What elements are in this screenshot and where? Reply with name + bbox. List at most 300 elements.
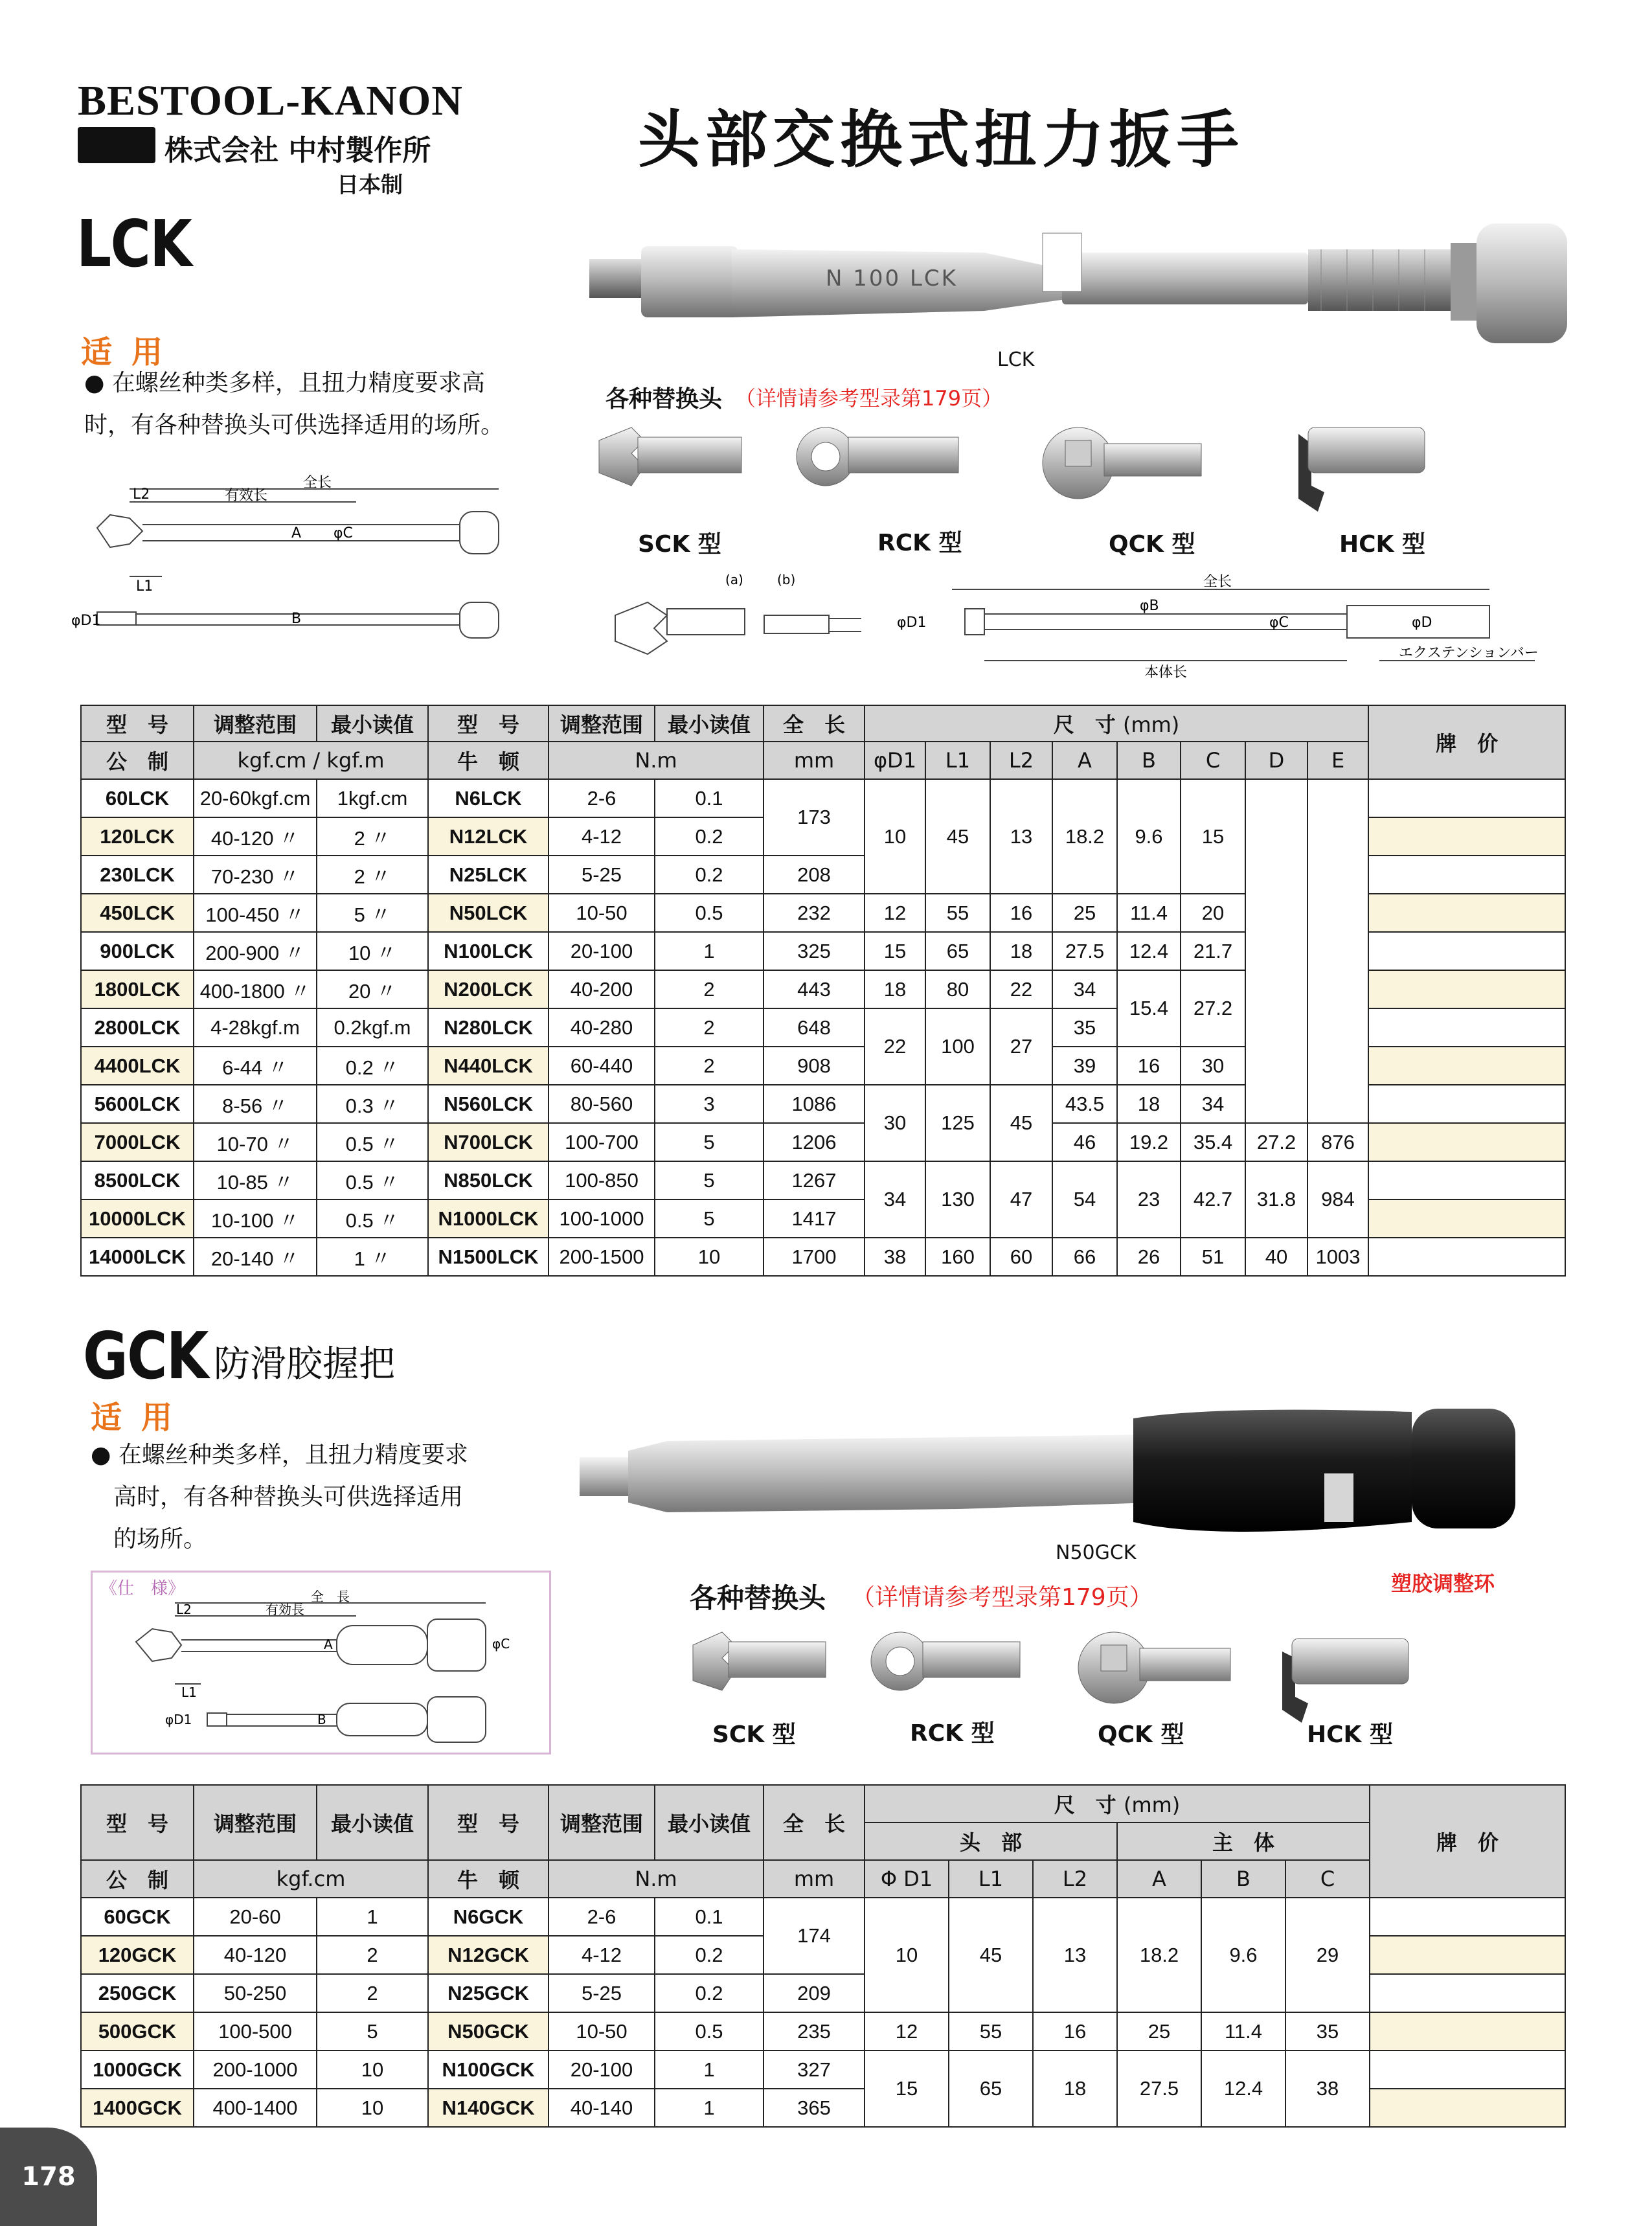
table-cell: 908 bbox=[764, 1047, 865, 1085]
table-cell: 0.2 bbox=[655, 1974, 764, 2012]
table-cell: 40-120 bbox=[194, 1936, 317, 1974]
table-cell: N6GCK bbox=[428, 1898, 549, 1936]
table-cell: 325 bbox=[764, 932, 865, 970]
lck-head-label-rck: RCK 型 bbox=[877, 530, 962, 556]
gck-qck-head-image bbox=[1078, 1632, 1230, 1703]
table-cell: 45 bbox=[949, 1898, 1033, 2012]
lck-head-label-hck: HCK 型 bbox=[1339, 531, 1425, 558]
gck-spec-table bbox=[80, 1784, 1566, 2128]
table-cell: 26 bbox=[1117, 1238, 1181, 1276]
lck-th-b: B bbox=[1117, 742, 1181, 779]
gck-apply-text-3: 的场所。 bbox=[113, 1526, 207, 1552]
table-cell: 29 bbox=[1285, 1898, 1370, 2012]
table-cell: 400-1800 〃 bbox=[194, 970, 317, 1008]
table-cell: 45 bbox=[925, 779, 990, 894]
table-cell: 1400GCK bbox=[81, 2089, 194, 2127]
table-cell: 1 〃 bbox=[317, 1238, 428, 1276]
table-cell: 200-1000 bbox=[194, 2050, 317, 2089]
gck-dimension-drawing bbox=[123, 1580, 537, 1749]
lck-th-dimensions: 尺 寸 bbox=[1053, 712, 1116, 737]
table-cell: 34 bbox=[1181, 1085, 1245, 1123]
lck-dim-phic: φC bbox=[334, 525, 353, 541]
price-cell bbox=[1368, 1238, 1565, 1276]
table-cell: N200LCK bbox=[428, 970, 549, 1008]
table-cell: 9.6 bbox=[1201, 1898, 1285, 2012]
price-cell bbox=[1370, 2050, 1565, 2089]
gck-th-body-part: 主 体 bbox=[1117, 1823, 1370, 1860]
table-cell: 0.2 bbox=[655, 1936, 764, 1974]
table-cell: 10-100 〃 bbox=[194, 1199, 317, 1238]
table-cell: 100-500 bbox=[194, 2012, 317, 2050]
table-cell: 51 bbox=[1181, 1238, 1245, 1276]
lck-th-model-n: 型 号 bbox=[428, 705, 549, 742]
table-cell: 0.5 〃 bbox=[317, 1199, 428, 1238]
table-cell: 18 bbox=[865, 970, 925, 1008]
gck-dim-l2: L2 bbox=[176, 1602, 192, 1617]
table-cell: 1700 bbox=[764, 1238, 865, 1276]
table-cell: 10-50 bbox=[549, 2012, 655, 2050]
price-cell bbox=[1370, 2012, 1565, 2050]
gck-th-mm-unit: mm bbox=[764, 1860, 865, 1898]
gck-dim-phic: φC bbox=[492, 1636, 510, 1652]
table-cell: 7000LCK bbox=[81, 1123, 194, 1161]
gck-wrench-photo bbox=[570, 1399, 1554, 1561]
gck-th-unit: (mm) bbox=[1123, 1793, 1181, 1817]
table-cell: 900LCK bbox=[81, 932, 194, 970]
table-cell: 20-100 bbox=[549, 2050, 655, 2089]
table-cell: 173 bbox=[764, 779, 865, 856]
table-cell: 55 bbox=[925, 894, 990, 932]
gck-th-range-n: 调整范围 bbox=[549, 1785, 655, 1860]
table-cell: 10000LCK bbox=[81, 1199, 194, 1238]
table-cell: 1417 bbox=[764, 1199, 865, 1238]
table-cell: 0.5 〃 bbox=[317, 1123, 428, 1161]
table-cell: N1000LCK bbox=[428, 1199, 549, 1238]
table-cell: 39 bbox=[1052, 1047, 1117, 1085]
table-cell: 10 bbox=[655, 1238, 764, 1276]
table-cell: N25LCK bbox=[428, 856, 549, 894]
lck-head-dim-body-length: 本体长 bbox=[1144, 664, 1188, 681]
table-cell: 5-25 bbox=[549, 1974, 655, 2012]
table-cell: 4-12 bbox=[549, 817, 655, 856]
lck-series-title: LCK bbox=[76, 206, 192, 282]
gck-th-l2: L2 bbox=[1033, 1860, 1117, 1898]
table-cell: 27.5 bbox=[1117, 2050, 1201, 2127]
price-cell bbox=[1370, 1898, 1565, 1936]
lck-th-mm-unit: mm bbox=[764, 742, 865, 779]
gck-dim-l1: L1 bbox=[181, 1685, 197, 1700]
maker-name: 株式会社 中村製作所 bbox=[164, 134, 431, 167]
lck-apply-title: 适用 bbox=[81, 334, 183, 370]
gck-th-model: 型 号 bbox=[81, 1785, 194, 1860]
table-cell: 60LCK bbox=[81, 779, 194, 817]
gck-th-min: 最小读值 bbox=[317, 1785, 428, 1860]
gck-head-label-sck: SCK 型 bbox=[712, 1721, 796, 1748]
table-cell: N25GCK bbox=[428, 1974, 549, 2012]
lck-th-kgf-unit: kgf.cm / kgf.m bbox=[194, 742, 428, 779]
table-cell: 100-1000 bbox=[549, 1199, 655, 1238]
price-cell bbox=[1368, 1008, 1565, 1047]
lck-th-nm-unit: N.m bbox=[549, 742, 764, 779]
table-cell: 25 bbox=[1052, 894, 1117, 932]
table-cell: 34 bbox=[1052, 970, 1117, 1008]
table-cell: 20-60 bbox=[194, 1898, 317, 1936]
table-cell: 10 〃 bbox=[317, 932, 428, 970]
lck-th-range-n: 调整范围 bbox=[549, 705, 655, 742]
table-cell: 0.2 bbox=[655, 856, 764, 894]
table-cell: 0.2 〃 bbox=[317, 1047, 428, 1085]
lck-th-min: 最小读值 bbox=[317, 705, 428, 742]
gck-dim-effective-length: 有効長 bbox=[266, 1602, 304, 1617]
gck-th-head-part: 头 部 bbox=[865, 1823, 1117, 1860]
table-cell: 200-900 〃 bbox=[194, 932, 317, 970]
table-cell: 5 bbox=[655, 1161, 764, 1199]
lck-th-model: 型 号 bbox=[81, 705, 194, 742]
lck-product-caption: LCK bbox=[997, 348, 1035, 371]
table-cell: 9.6 bbox=[1117, 779, 1181, 894]
table-row bbox=[81, 1898, 1565, 1936]
table-cell: 54 bbox=[1052, 1161, 1117, 1238]
table-cell: 2 bbox=[655, 1008, 764, 1047]
table-cell: 30 bbox=[1181, 1047, 1245, 1085]
table-cell: 14000LCK bbox=[81, 1238, 194, 1276]
table-cell: 12.4 bbox=[1117, 932, 1181, 970]
table-cell: 15.4 bbox=[1117, 970, 1181, 1047]
table-cell: 2-6 bbox=[549, 1898, 655, 1936]
gck-th-phid1: Φ D1 bbox=[865, 1860, 949, 1898]
table-cell: N6LCK bbox=[428, 779, 549, 817]
lck-th-l2: L2 bbox=[990, 742, 1052, 779]
table-cell: 27.2 bbox=[1181, 970, 1245, 1047]
table-cell: 2 bbox=[317, 1936, 428, 1974]
gck-th-price: 牌 价 bbox=[1370, 1785, 1565, 1898]
gck-head-label-rck: RCK 型 bbox=[910, 1720, 995, 1747]
table-cell: N1500LCK bbox=[428, 1238, 549, 1276]
gck-series-title: GCK bbox=[83, 1318, 208, 1394]
price-cell bbox=[1370, 2089, 1565, 2127]
price-cell bbox=[1368, 1047, 1565, 1085]
table-row bbox=[81, 779, 1565, 817]
table-cell: 45 bbox=[990, 1085, 1052, 1161]
lck-head-drawing bbox=[602, 570, 1561, 687]
table-cell: 5 bbox=[655, 1199, 764, 1238]
lck-th-min-n: 最小读值 bbox=[655, 705, 764, 742]
rck-head-image bbox=[797, 427, 958, 486]
table-cell: N12LCK bbox=[428, 817, 549, 856]
table-cell: 18.2 bbox=[1052, 779, 1117, 894]
table-cell: 22 bbox=[865, 1008, 925, 1085]
table-cell: 400-1400 bbox=[194, 2089, 317, 2127]
price-cell bbox=[1368, 1085, 1565, 1123]
table-cell: 47 bbox=[990, 1161, 1052, 1238]
gck-dim-phid1: φD1 bbox=[165, 1712, 192, 1727]
table-cell: 0.5 bbox=[655, 2012, 764, 2050]
table-cell: 60GCK bbox=[81, 1898, 194, 1936]
table-cell: 20-140 〃 bbox=[194, 1238, 317, 1276]
table-cell: 5 bbox=[655, 1123, 764, 1161]
table-cell: 0.5 〃 bbox=[317, 1161, 428, 1199]
table-cell: 40-200 bbox=[549, 970, 655, 1008]
table-cell: 208 bbox=[764, 856, 865, 894]
table-cell: 80-560 bbox=[549, 1085, 655, 1123]
table-cell: N850LCK bbox=[428, 1161, 549, 1199]
table-cell: 120GCK bbox=[81, 1936, 194, 1974]
lck-head-dim-b: (b) bbox=[777, 572, 796, 587]
table-cell: 18 bbox=[1117, 1085, 1181, 1123]
table-cell: 2 bbox=[655, 1047, 764, 1085]
table-cell: 12.4 bbox=[1201, 2050, 1285, 2127]
lck-head-dim-a: (a) bbox=[725, 572, 743, 587]
lck-heads-note: （详情请参考型录第179页） bbox=[735, 386, 1003, 411]
table-cell: 100 bbox=[925, 1008, 990, 1085]
gck-th-b: B bbox=[1201, 1860, 1285, 1898]
table-cell: 230LCK bbox=[81, 856, 194, 894]
table-cell: 327 bbox=[764, 2050, 865, 2089]
table-cell: 100-700 bbox=[549, 1123, 655, 1161]
table-cell: 35 bbox=[1052, 1008, 1117, 1047]
table-cell: 18.2 bbox=[1117, 1898, 1201, 2012]
lck-wrench-photo bbox=[583, 214, 1593, 356]
table-cell: 6-44 〃 bbox=[194, 1047, 317, 1085]
table-cell: 232 bbox=[764, 894, 865, 932]
table-cell: 1003 bbox=[1307, 1238, 1368, 1276]
lck-tool-marking: N 100 LCK bbox=[826, 266, 958, 291]
table-cell: 174 bbox=[764, 1898, 865, 1974]
table-cell: 4-12 bbox=[549, 1936, 655, 1974]
table-cell: 0.2 bbox=[655, 817, 764, 856]
table-cell: 0.2kgf.m bbox=[317, 1008, 428, 1047]
gck-apply-text-2: 高时，有各种替换头可供选择适用 bbox=[113, 1484, 464, 1510]
gck-sck-head-image bbox=[693, 1632, 826, 1690]
lck-th-metric: 公 制 bbox=[81, 742, 194, 779]
table-cell bbox=[865, 1785, 1370, 1823]
table-cell: 10 bbox=[865, 779, 925, 894]
table-cell: 18 bbox=[1033, 2050, 1117, 2127]
price-cell bbox=[1368, 894, 1565, 932]
table-row bbox=[81, 2012, 1565, 2050]
table-cell: 66 bbox=[1052, 1238, 1117, 1276]
gck-th-nm-unit: N.m bbox=[549, 1860, 764, 1898]
table-cell: 1 bbox=[655, 932, 764, 970]
table-cell: 43.5 bbox=[1052, 1085, 1117, 1123]
table-cell: 984 bbox=[1307, 1161, 1368, 1238]
gck-th-c: C bbox=[1285, 1860, 1370, 1898]
table-cell: 10-70 〃 bbox=[194, 1123, 317, 1161]
table-cell: 1kgf.cm bbox=[317, 779, 428, 817]
price-cell bbox=[1368, 817, 1565, 856]
table-cell: 22 bbox=[990, 970, 1052, 1008]
gck-th-model-n: 型 号 bbox=[428, 1785, 549, 1860]
gck-th-a: A bbox=[1117, 1860, 1201, 1898]
price-cell bbox=[1368, 1199, 1565, 1238]
gck-hck-head-image bbox=[1282, 1639, 1409, 1723]
table-cell: 5600LCK bbox=[81, 1085, 194, 1123]
gck-heads-title: 各种替换头 bbox=[690, 1582, 826, 1614]
lck-th-d: D bbox=[1245, 742, 1307, 779]
price-cell bbox=[1368, 856, 1565, 894]
lck-dim-effective-length: 有效长 bbox=[224, 488, 268, 504]
table-cell: 5 〃 bbox=[317, 894, 428, 932]
table-cell: 125 bbox=[925, 1085, 990, 1161]
origin-label: 日本制 bbox=[337, 172, 403, 198]
table-cell: N280LCK bbox=[428, 1008, 549, 1047]
table-cell: N12GCK bbox=[428, 1936, 549, 1974]
table-cell: N700LCK bbox=[428, 1123, 549, 1161]
table-cell: 31.8 bbox=[1245, 1161, 1307, 1238]
price-cell bbox=[1368, 932, 1565, 970]
table-cell: 12 bbox=[865, 894, 925, 932]
table-cell: 0.5 bbox=[655, 894, 764, 932]
table-cell: N50LCK bbox=[428, 894, 549, 932]
lck-th-c: C bbox=[1181, 742, 1245, 779]
table-cell: 4-28kgf.m bbox=[194, 1008, 317, 1047]
table-cell: 38 bbox=[1285, 2050, 1370, 2127]
table-cell: 1000GCK bbox=[81, 2050, 194, 2089]
table-cell: 10-50 bbox=[549, 894, 655, 932]
table-cell: 120LCK bbox=[81, 817, 194, 856]
table-cell: 1086 bbox=[764, 1085, 865, 1123]
table-cell: 46 bbox=[1052, 1123, 1117, 1161]
table-cell: 60-440 bbox=[549, 1047, 655, 1085]
table-cell: 648 bbox=[764, 1008, 865, 1047]
table-cell: 40 bbox=[1245, 1238, 1307, 1276]
table-cell: 160 bbox=[925, 1238, 990, 1276]
brand-logo: BESTOOL-KANON bbox=[78, 77, 463, 124]
table-row bbox=[81, 1238, 1565, 1276]
lck-apply-text-1: ● 在螺丝种类多样，且扭力精度要求高 bbox=[84, 370, 485, 396]
lck-dimension-drawing bbox=[71, 466, 512, 661]
lck-apply-text-2: 时，有各种替换头可供选择适用的场所。 bbox=[84, 412, 504, 438]
table-cell: 15 bbox=[865, 2050, 949, 2127]
table-cell: 18 bbox=[990, 932, 1052, 970]
table-cell: 3 bbox=[655, 1085, 764, 1123]
gck-apply-title: 适用 bbox=[91, 1400, 192, 1436]
table-cell: 35 bbox=[1285, 2012, 1370, 2050]
lck-head-dim-phid1: φD1 bbox=[897, 615, 927, 631]
table-cell: 235 bbox=[764, 2012, 865, 2050]
lck-dim-total-length: 全长 bbox=[302, 475, 332, 491]
lck-th-unit: (mm) bbox=[1122, 712, 1180, 737]
gck-head-images bbox=[686, 1619, 1477, 1729]
table-cell: 10 bbox=[317, 2089, 428, 2127]
table-cell: 65 bbox=[949, 2050, 1033, 2127]
gck-dim-total-length: 全 長 bbox=[311, 1589, 350, 1604]
lck-head-label-qck: QCK 型 bbox=[1109, 531, 1195, 558]
price-cell bbox=[1368, 779, 1565, 817]
lck-head-label-sck: SCK 型 bbox=[638, 531, 721, 558]
table-cell: 5-25 bbox=[549, 856, 655, 894]
table-cell: 250GCK bbox=[81, 1974, 194, 2012]
table-cell: 19.2 bbox=[1117, 1123, 1181, 1161]
hck-head-image bbox=[1298, 427, 1425, 512]
table-cell: 16 bbox=[1117, 1047, 1181, 1085]
price-cell bbox=[1368, 1123, 1565, 1161]
lck-th-length: 全 长 bbox=[764, 705, 865, 742]
gck-dim-b: B bbox=[317, 1712, 326, 1727]
table-cell: 130 bbox=[925, 1161, 990, 1238]
gck-spec-label: 《仕 様》 bbox=[100, 1579, 185, 1598]
gck-apply-text-1: ● 在螺丝种类多样，且扭力精度要求 bbox=[91, 1442, 468, 1468]
table-cell: 2 〃 bbox=[317, 817, 428, 856]
table-cell: 443 bbox=[764, 970, 865, 1008]
table-cell: 30 bbox=[865, 1085, 925, 1161]
price-cell bbox=[1368, 1161, 1565, 1199]
table-cell: 40-280 bbox=[549, 1008, 655, 1047]
gck-th-range: 调整范围 bbox=[194, 1785, 317, 1860]
table-cell: 209 bbox=[764, 1974, 865, 2012]
price-cell bbox=[1368, 970, 1565, 1008]
table-cell: 2-6 bbox=[549, 779, 655, 817]
table-cell: N50GCK bbox=[428, 2012, 549, 2050]
gck-rck-head-image bbox=[871, 1632, 1020, 1690]
table-cell: 16 bbox=[990, 894, 1052, 932]
lck-head-dim-extension-bar: エクステンションバー bbox=[1399, 645, 1539, 661]
table-cell: 100-450 〃 bbox=[194, 894, 317, 932]
lck-head-dim-phib: φB bbox=[1140, 598, 1159, 614]
table-cell: N100LCK bbox=[428, 932, 549, 970]
table-cell: 15 bbox=[1181, 779, 1245, 894]
table-cell: 20-60kgf.cm bbox=[194, 779, 317, 817]
lck-th-e: E bbox=[1307, 742, 1368, 779]
table-cell: 50-250 bbox=[194, 1974, 317, 2012]
page-title: 头部交换式扭力扳手 bbox=[638, 104, 1244, 176]
table-cell: 34 bbox=[865, 1161, 925, 1238]
table-cell: 0.1 bbox=[655, 1898, 764, 1936]
table-cell: 10-85 〃 bbox=[194, 1161, 317, 1199]
table-cell: 16 bbox=[1033, 2012, 1117, 2050]
table-cell: 5 bbox=[317, 2012, 428, 2050]
table-cell: 11.4 bbox=[1117, 894, 1181, 932]
table-cell: 23 bbox=[1117, 1161, 1181, 1238]
table-cell: 1800LCK bbox=[81, 970, 194, 1008]
table-cell: 8-56 〃 bbox=[194, 1085, 317, 1123]
table-cell: 60 bbox=[990, 1238, 1052, 1276]
table-cell: 38 bbox=[865, 1238, 925, 1276]
table-row bbox=[81, 2050, 1565, 2089]
gck-th-length: 全 长 bbox=[764, 1785, 865, 1860]
gck-head-label-hck: HCK 型 bbox=[1307, 1721, 1393, 1748]
gck-product-caption: N50GCK bbox=[1056, 1541, 1137, 1564]
table-cell: 1 bbox=[655, 2089, 764, 2127]
table-cell: 40-140 bbox=[549, 2089, 655, 2127]
table-cell: 10 bbox=[317, 2050, 428, 2089]
lck-head-images bbox=[593, 415, 1447, 525]
gck-ring-label: 塑胶调整环 bbox=[1391, 1571, 1495, 1596]
table-cell: 13 bbox=[1033, 1898, 1117, 2012]
table-row bbox=[81, 1161, 1565, 1199]
table-cell: 500GCK bbox=[81, 2012, 194, 2050]
table-cell: 1 bbox=[317, 1898, 428, 1936]
table-cell: 4400LCK bbox=[81, 1047, 194, 1085]
table-cell bbox=[865, 705, 1368, 742]
table-cell: 27.2 bbox=[1245, 1123, 1307, 1161]
table-cell: 1 bbox=[655, 2050, 764, 2089]
table-cell: 12 bbox=[865, 2012, 949, 2050]
lck-dim-l2: L2 bbox=[133, 486, 150, 503]
lck-spec-table bbox=[80, 705, 1566, 1277]
lck-head-dim-phid: φD bbox=[1412, 615, 1432, 631]
lck-head-dim-phic: φC bbox=[1269, 615, 1289, 631]
table-cell: 876 bbox=[1307, 1123, 1368, 1161]
lck-heads-title: 各种替换头 bbox=[605, 386, 723, 413]
table-row bbox=[81, 1123, 1565, 1161]
table-cell: 80 bbox=[925, 970, 990, 1008]
lck-th-phid1: φD1 bbox=[865, 742, 925, 779]
gck-dim-a: A bbox=[324, 1637, 333, 1652]
lck-dim-phid1: φD1 bbox=[71, 613, 101, 629]
table-cell: 20 〃 bbox=[317, 970, 428, 1008]
gck-head-label-qck: QCK 型 bbox=[1098, 1721, 1184, 1748]
